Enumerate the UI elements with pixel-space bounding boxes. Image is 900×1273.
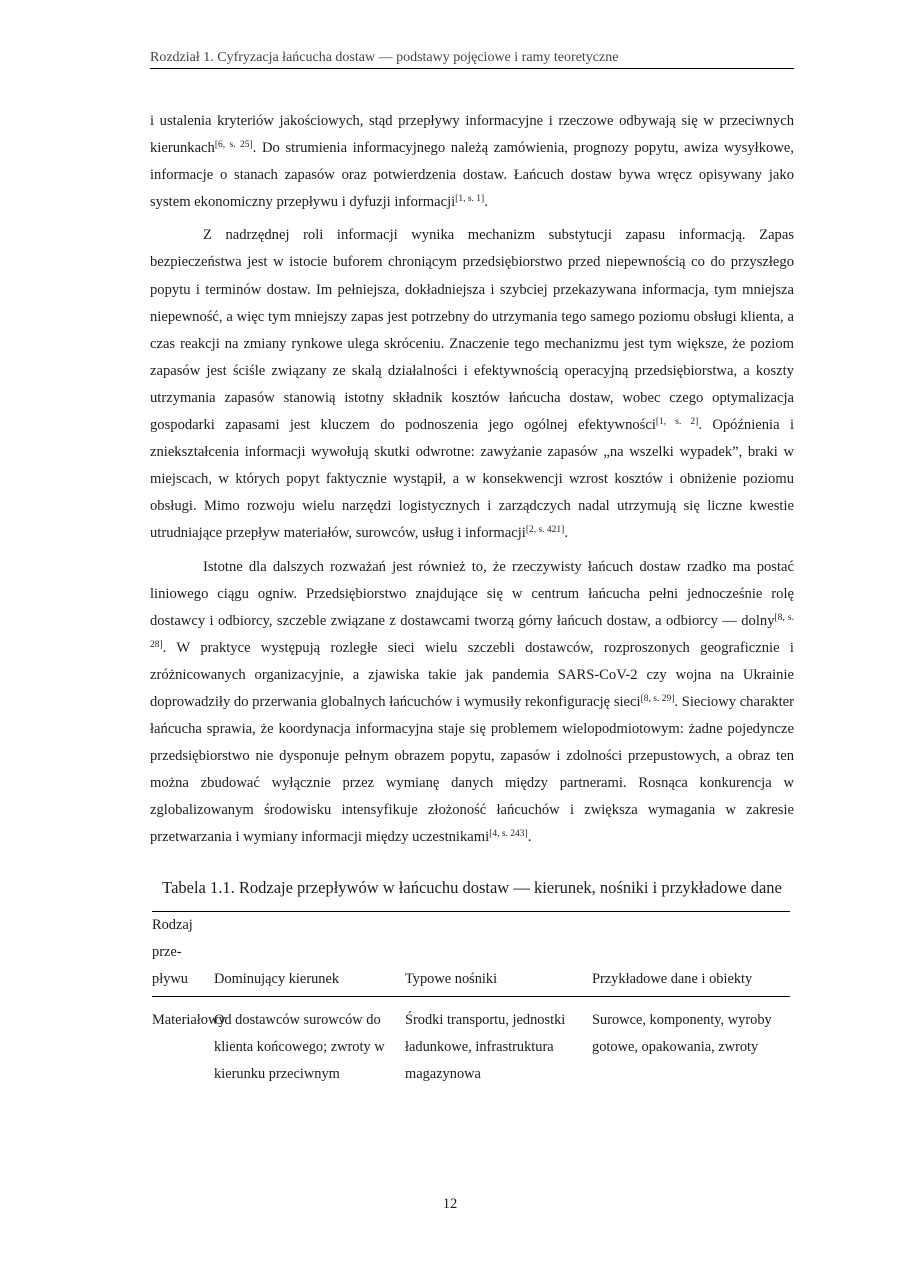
- table-cell: [405, 997, 592, 1089]
- paragraph-3: [150, 554, 794, 852]
- table-header-row: [152, 912, 790, 997]
- citation: [8, s. 28]: [150, 612, 794, 650]
- table-header-cell: [214, 912, 405, 997]
- cell-direction: Od dostawców surowców do klienta końcowego; zwroty w kierunku przeciwnym: [214, 1012, 385, 1082]
- header-flow-type: Rodzaj przepływu: [152, 917, 193, 987]
- citation: [1, s. 2]: [655, 417, 699, 428]
- body-text: [150, 108, 794, 858]
- header-carriers: Typowe nośniki: [405, 971, 498, 987]
- text-span: Istotne dla dalszych rozważań jest również to, że rzeczywisty łańcuch dostaw rzadko ma postać liniowego ciągu ogniw. Przedsiębiorstwo znajdujące się w centrum łańcucha pełni jednocześnie rolę dostawcy i odbiorcy, szczeble związane z dostawcami tworzą górny łańcuch dostaw, a odbiorcy — dolny: [150, 558, 794, 629]
- citation: [2, s. 421]: [525, 525, 565, 536]
- table-row: [152, 997, 790, 1089]
- text-span: .: [527, 829, 532, 846]
- table-caption: Tabela 1.1. Rodzaje przepływów w łańcuchu dostaw — kierunek, nośniki i przykładowe dane: [162, 878, 782, 897]
- citation: [1, s. 1]: [455, 194, 485, 205]
- cell-flow-type: Materiałowy: [152, 1012, 226, 1028]
- text-span: i ustalenia kryteriów jakościowych, stąd przepływy informacyjne i rzeczowe odbywają się w przeciwnych kierunkach: [150, 113, 794, 157]
- paragraph-1: [150, 108, 794, 216]
- table-header-cell: [592, 912, 790, 997]
- text-span: .: [564, 525, 568, 542]
- text-span: . Opóźnienia i zniekształcenia informacji wywołują skutki odwrotne: zawyżanie zapasów „na wszelki wypadek”, braki w miejscach, w których popyt faktycznie wystąpił, a w konsekwencji wzrost kosztów i obniżenie poziomu obsługi. Mimo rozwoju wielu narzędzi logistycznych i zarządczych nadal utrzymują się liczne kwestie utrudniające przepływ materiałów, surowców, usług i informacji: [150, 417, 794, 542]
- table-cell: [592, 997, 790, 1089]
- text-span: Z nadrzędnej roli informacji wynika mechanizm substytucji zapasu informacją. Zapas bezpieczeństwa jest w istocie buforem chroniącym przedsiębiorstwo przed niepewnością co do przyszłego popytu i terminów dostaw. Im pełniejsza, dokładniejsza i szybciej przekazywana informacja, tym mniejsza niepewność, a więc tym mniejszy zapas jest potrzebny do utrzymania tego samego poziomu obsługi klienta, a czas reakcji na zmiany rynkowe ulega skróceniu. Znaczenie tego mechanizmu jest tym większe, że poziom zapasów jest ściśle związany ze skalą działalności i efektywnością operacyjną przedsiębiorstwa, a koszty utrzymania zapasów stanowią istotny składnik kosztów łańcucha dostaw, wobec czego optymalizacja gospodarki zapasami jest kluczem do podnoszenia jego ogólnej efektywności: [150, 227, 794, 434]
- page-number: 12: [442, 1196, 458, 1212]
- text-span: .: [484, 194, 488, 211]
- table-header-cell: [152, 912, 214, 997]
- table-cell: [152, 997, 226, 1089]
- text-span: . Sieciowy charakter łańcucha sprawia, że koordynacja informacyjna staje się problemem wielopodmiotowym: żadne pojedyncze przedsiębiorstwo nie dysponuje pełnym obrazem popytu, zapasów i zdolności przepustowych, a obraz ten można zbudować wyłącznie przez wymianę danych między partnerami. Rosnąca konkurencja w zglobalizowanym środowisku intensyfikuje złożoność łańcuchów i zwiększa wymagania w zakresie przetwarzania i wymiany informacji między uczestnikami: [150, 693, 794, 846]
- running-head: Rozdział 1. Cyfryzacja łańcucha dostaw — podstawy pojęciowe i ramy teoretyczne: [150, 50, 794, 69]
- paragraph-2: [150, 222, 794, 547]
- header-direction: Dominujący kierunek: [214, 971, 340, 987]
- header-examples: Przykładowe dane i obiekty: [592, 971, 753, 987]
- cell-carriers: Środki transportu, jednostki ładunkowe, infrastruktura magazynowa: [405, 1012, 566, 1082]
- table-cell: [214, 997, 405, 1089]
- citation: [6, s. 25]: [214, 140, 253, 151]
- cell-examples: Surowce, komponenty, wyroby gotowe, opakowania, zwroty: [592, 1012, 772, 1055]
- flow-types-table: [152, 911, 790, 1088]
- text-span: . W praktyce występują rozległe sieci wielu szczebli dostawców, rozproszonych geograficznie i zróżnicowanych organizacyjnie, a zjawiska takie jak pandemia SARS-CoV-2 czy wojna na Ukrainie doprowadziły do przerwania globalnych łańcuchów i wymusiły rekonfigurację sieci: [150, 639, 794, 710]
- table-header-cell: [405, 912, 592, 997]
- text-span: . Do strumienia informacyjnego należą zamówienia, prognozy popytu, awiza wysyłkowe, informacje o stanach zapasów oraz potwierdzenia dostaw. Łańcuch dostaw bywa wręcz opisywany jako system ekonomiczny przepływu i dyfuzji informacji: [150, 140, 794, 211]
- citation: [4, s. 243]: [489, 829, 528, 840]
- citation: [8, s. 29]: [640, 693, 675, 704]
